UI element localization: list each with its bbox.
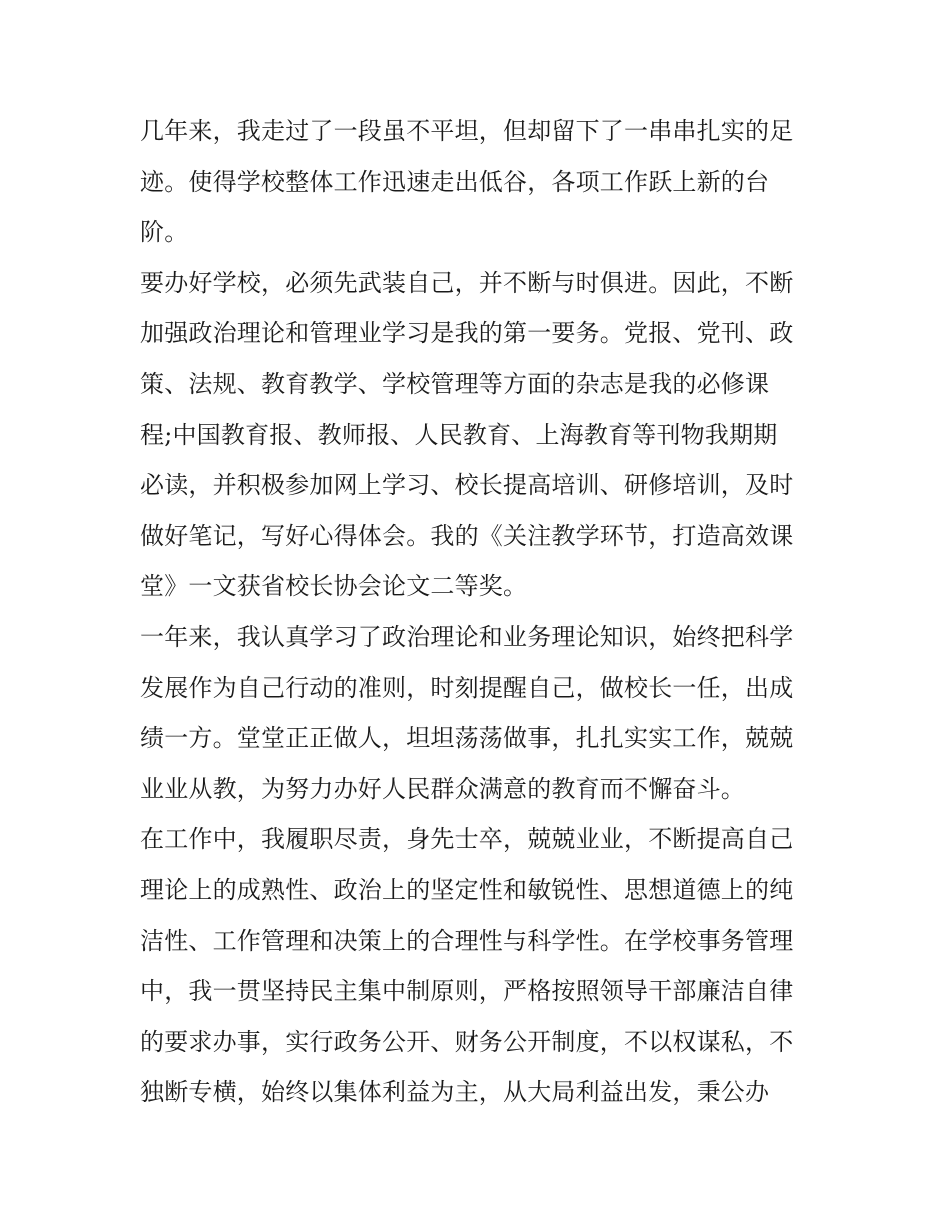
text-line: 在工作中，我履职尽责，身先士卒，兢兢业业，不断提高自己 [140,825,794,854]
text-line: 洁性、工作管理和决策上的合理性与科学性。在学校事务管理 [140,926,794,955]
text-line: 一年来，我认真学习了政治理论和业务理论知识，始终把科学 [140,622,794,651]
paragraph-3 [140,612,830,814]
paragraph-4 [140,814,830,1118]
text-line: 要办好学校，必须先武装自己，并不断与时俱进。因此，不断 [140,268,794,297]
text-line: 独断专横，始终以集体利益为主，从大局利益出发，秉公办 [140,1078,770,1107]
text-line: 迹。使得学校整体工作迅速走出低谷，各项工作跃上新的台 [140,167,770,196]
text-line: 中，我一贯坚持民主集中制原则，严格按照领导干部廉洁自律 [140,977,794,1006]
text-line: 阶。 [140,218,189,247]
text-line: 几年来，我走过了一段虽不平坦，但却留下了一串串扎实的足 [140,117,794,145]
text-line: 加强政治理论和管理业学习是我的第一要务。党报、党刊、政 [140,319,794,348]
text-line: 业业从教，为努力办好人民群众满意的教育而不懈奋斗。 [140,774,745,803]
text-line: 发展作为自己行动的准则，时刻提醒自己，做校长一任，出成 [140,673,794,702]
text-line: 程;中国教育报、教师报、人民教育、上海教育等刊物我期期 [140,420,778,449]
text-line: 的要求办事，实行政务公开、财务公开制度，不以权谋私，不 [140,1027,794,1056]
text-line: 做好笔记，写好心得体会。我的《关注教学环节，打造高效课 [140,521,794,550]
text-line: 堂》一文获省校长协会论文二等奖。 [140,572,528,601]
text-line: 绩一方。堂堂正正做人，坦坦荡荡做事，扎扎实实工作，兢兢 [140,724,794,753]
paragraph-1 [140,106,830,258]
text-line: 必读，并积极参加网上学习、校长提高培训、研修培训，及时 [140,471,794,500]
paragraph-2 [140,258,830,612]
text-line: 策、法规、教育教学、学校管理等方面的杂志是我的必修课 [140,369,770,398]
document-body [140,106,830,1118]
text-line: 理论上的成熟性、政治上的坚定性和敏锐性、思想道德上的纯 [140,875,794,904]
